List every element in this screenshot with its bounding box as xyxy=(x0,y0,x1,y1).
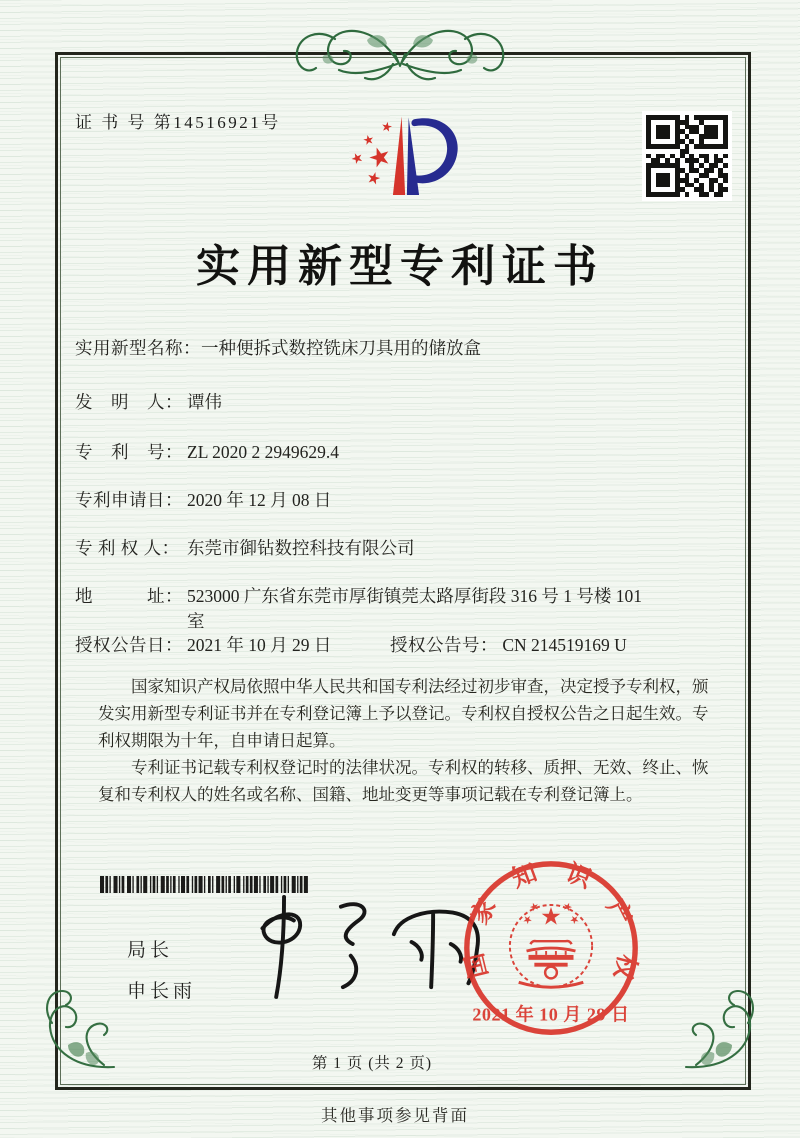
qr-code xyxy=(642,111,732,201)
legal-paragraph-1: 国家知识产权局依照中华人民共和国专利法经过初步审查，决定授予专利权，颁发实用新型专利证书并在专利登记簿上予以登记。专利权自授权公告之日起生效。专利权期限为十年，自申请日起算。 xyxy=(98,677,709,750)
field-value: ZL 2020 2 2949629.4 xyxy=(187,442,339,462)
legal-paragraph-2: 专利证书记载专利权登记时的法律状况。专利权的转移、质押、无效、终止、恢复和专利权人的姓名或名称、国籍、地址变更等事项记载在专利登记簿上。 xyxy=(98,757,709,804)
field-row-invention-name xyxy=(75,336,723,361)
field-label: 发 明 人： xyxy=(75,392,183,412)
svg-text:国家知识产权局 xyxy=(446,836,642,983)
seal-date: 2021 年 10 月 29 日 xyxy=(472,1004,630,1025)
legal-body-text xyxy=(98,674,712,808)
field-value: 东莞市御钻数控科技有限公司 xyxy=(187,538,415,558)
qr-code-grid xyxy=(646,115,728,197)
field-grant-number xyxy=(390,633,627,658)
field-label: 授权公告日： xyxy=(75,635,183,655)
field-value: 一种便拆式数控铣床刀具用的储放盒 xyxy=(201,338,481,358)
field-value: 2020 年 12 月 08 日 xyxy=(187,490,332,510)
director-block xyxy=(127,930,196,1012)
field-row-patentee xyxy=(75,536,723,561)
director-signature xyxy=(235,886,490,1001)
field-row-inventor xyxy=(75,390,723,415)
seal-text: 国家知识产权局 xyxy=(445,837,641,982)
field-label: 专 利 权 人： xyxy=(75,538,180,558)
field-label: 地 址： xyxy=(75,586,183,606)
director-title: 局长 xyxy=(127,940,174,961)
field-row-address xyxy=(75,584,723,634)
field-row-patent-number xyxy=(75,440,723,465)
field-label: 实用新型名称： xyxy=(75,338,201,358)
field-row-grant-date xyxy=(75,633,723,658)
page-indicator: 第 1 页 (共 2 页) xyxy=(311,1055,433,1072)
certificate-number: 证 书 号 第14516921号 xyxy=(75,113,281,132)
page-title: 实用新型专利证书 xyxy=(196,242,604,291)
field-value: CN 214519169 U xyxy=(502,635,627,655)
field-label: 专 利 号： xyxy=(75,442,183,462)
field-value: 谭伟 xyxy=(187,392,222,412)
cnipa-logo-icon xyxy=(345,100,467,208)
field-row-application-date xyxy=(75,488,723,513)
field-value: 523000 广东省东莞市厚街镇莞太路厚街段 316 号 1 号楼 101 室 xyxy=(187,586,642,631)
field-label: 授权公告号： xyxy=(390,635,498,655)
field-label: 专利申请日： xyxy=(75,490,183,510)
official-seal-icon xyxy=(445,837,644,1044)
back-note: 其他事项参见背面 xyxy=(321,1106,469,1125)
field-value: 2021 年 10 月 29 日 xyxy=(187,635,332,655)
director-name: 申长雨 xyxy=(127,981,197,1002)
top-flourish-ornament-icon xyxy=(283,18,517,98)
